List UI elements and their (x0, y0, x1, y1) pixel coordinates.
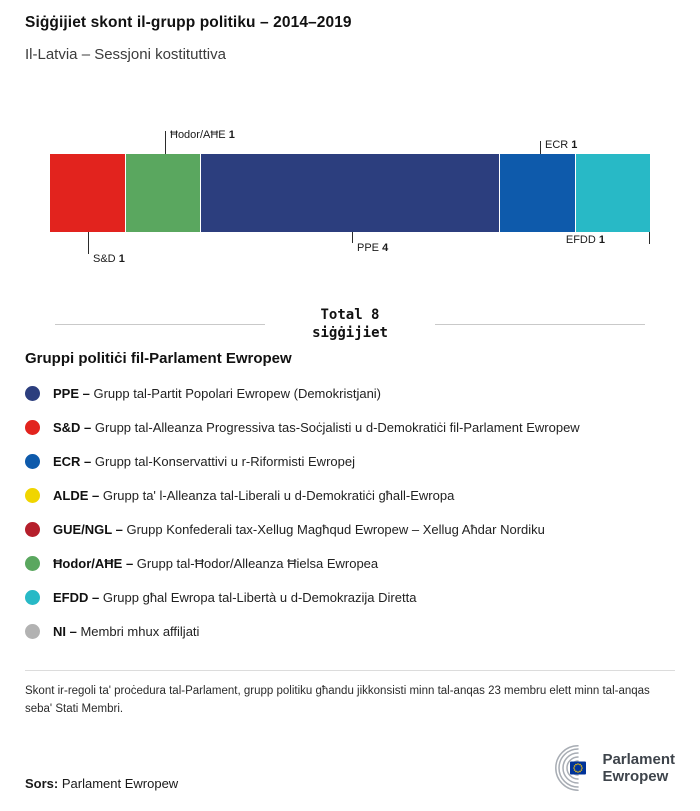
callout-name: EFDD (565, 234, 596, 246)
page-title: Siġġijiet skont il-grupp politiku – 2014–2019 (25, 14, 352, 31)
callout-name: Ħodor/AĦE (170, 129, 226, 141)
callout-name: S&D (93, 253, 116, 265)
legend-title: Gruppi politiċi fil-Parlament Ewropew (25, 350, 292, 368)
legend-color-dot (25, 624, 40, 639)
callout-line-efdd (649, 232, 650, 244)
legend-color-dot (25, 420, 40, 435)
legend-label: NI – Membri mhux affiljati (53, 623, 200, 639)
callout-label-ecr (545, 139, 577, 151)
legend-item-4 (25, 512, 675, 546)
legend-item-6 (25, 580, 675, 614)
callout-name: ECR (545, 139, 569, 151)
legend-item-3 (25, 478, 675, 512)
ep-logo-line1: Parlament (602, 750, 675, 768)
callout-value: 1 (228, 129, 235, 141)
callout-value: 1 (118, 253, 125, 265)
legend-label: S&D – Grupp tal-Alleanza Progressiva tas-Soċjalisti u d-Demokratiċi fil-Parlament Ewropew (53, 419, 580, 435)
bar-segment-1 (126, 154, 202, 232)
bar-segment-0 (50, 154, 126, 232)
legend-label: Ħodor/AĦE – Grupp tal-Ħodor/Alleanza Ħielsa Ewropea (53, 555, 379, 571)
callout-line-ecr (540, 141, 541, 154)
ep-logo-text (602, 751, 675, 786)
callout-label-sd (93, 253, 125, 265)
bar-segment-3 (500, 154, 576, 232)
source-label: Sors: (25, 776, 59, 791)
legend-color-dot (25, 522, 40, 537)
seat-bar (50, 154, 650, 232)
legend-color-dot (25, 386, 40, 401)
source-line (25, 776, 178, 791)
seats-chart (50, 121, 650, 296)
legend-item-7 (25, 614, 675, 648)
bar-segment-4 (576, 154, 651, 232)
footnote: Skont ir-regoli ta' proċedura tal-Parlament, grupp politiku għandu jikkonsisti minn tal-anqas 23 membru elett minn tal-anqas seba' Stati Membri. (25, 670, 675, 719)
legend-item-0 (25, 376, 675, 410)
callout-value: 4 (382, 242, 389, 254)
legend-label: ECR – Grupp tal-Konservattivi u r-Riformisti Ewropej (53, 453, 355, 469)
total-seats-line1: Total 8 (320, 307, 380, 323)
total-divider (55, 306, 645, 342)
total-seats (265, 306, 435, 342)
page-subtitle: Il-Latvia – Sessjoni kostituttiva (25, 46, 226, 63)
callout-name: PPE (357, 242, 380, 254)
legend-color-dot (25, 488, 40, 503)
callout-value: 1 (571, 139, 578, 151)
total-rule-left (55, 324, 265, 325)
legend-color-dot (25, 454, 40, 469)
legend-label: EFDD – Grupp għal Ewropa tal-Libertà u d-Demokrazija Diretta (53, 589, 417, 605)
ep-logo-line2: Ewropew (602, 768, 669, 785)
total-seats-line2: siġġijiet (312, 325, 388, 342)
legend-item-5 (25, 546, 675, 580)
callout-label-ppe (357, 242, 388, 254)
total-rule-right (435, 324, 645, 325)
callout-value: 1 (598, 234, 605, 246)
legend-label: PPE – Grupp tal-Partit Popolari Ewropew (Demokristjani) (53, 385, 382, 401)
callout-label-efdd (566, 234, 605, 246)
legend-item-2 (25, 444, 675, 478)
bottom-bar (25, 745, 675, 791)
callout-line-ppe (352, 232, 353, 243)
legend-label: ALDE – Grupp ta' l-Alleanza tal-Liberali u d-Demokratiċi għall-Ewropa (53, 487, 455, 503)
callout-line-hodor (165, 131, 166, 154)
ep-hemicycle-icon (530, 745, 594, 791)
ep-logo (530, 745, 675, 791)
legend-item-1 (25, 410, 675, 444)
legend-color-dot (25, 556, 40, 571)
legend-label: GUE/NGL – Grupp Konfederali tax-Xellug Magħqud Ewropew – Xellug Aħdar Nordiku (53, 521, 545, 537)
legend-items (25, 376, 675, 648)
source-value: Parlament Ewropew (61, 776, 179, 791)
bar-segment-2 (201, 154, 500, 232)
callout-line-sd (88, 232, 89, 254)
legend-color-dot (25, 590, 40, 605)
callout-label-hodor (170, 129, 235, 141)
